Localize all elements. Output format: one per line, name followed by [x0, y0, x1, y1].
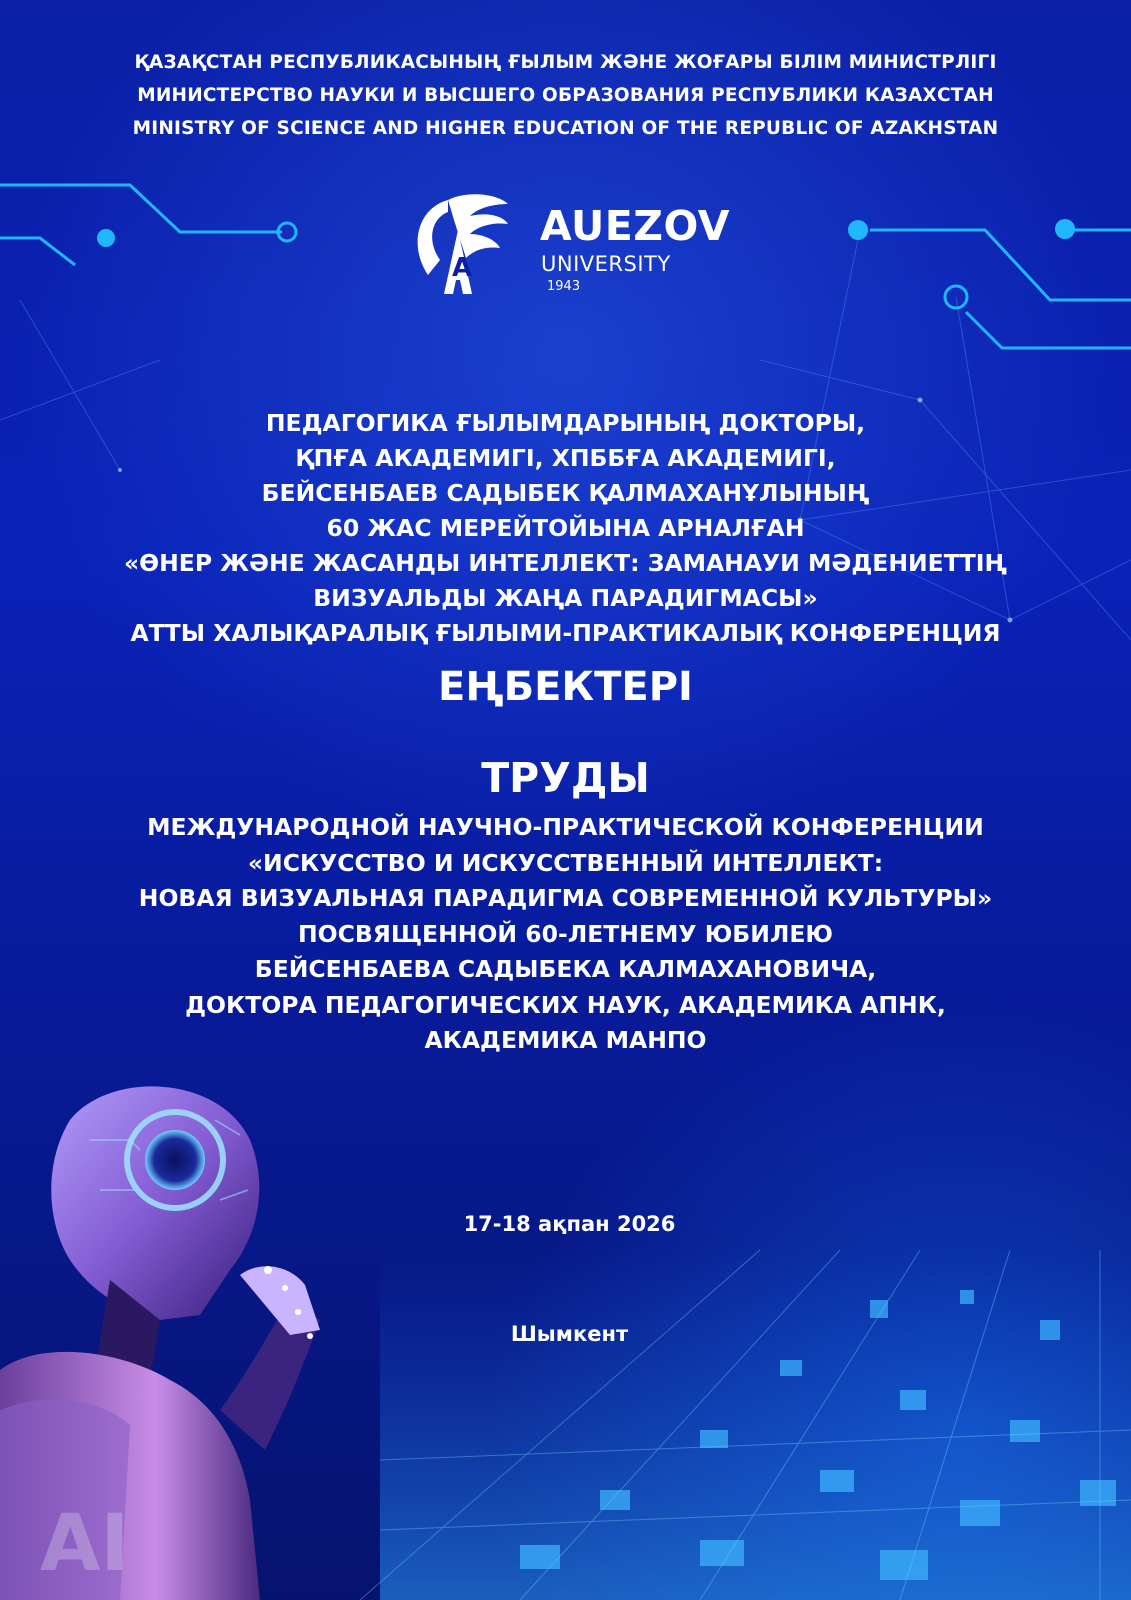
- logo-year: 1943: [547, 279, 581, 294]
- ru-line: «ИСКУССТВО И ИСКУССТВЕННЫЙ ИНТЕЛЛЕКТ:: [247, 848, 884, 877]
- logo-letter: A: [452, 253, 473, 283]
- auezov-wing-icon: [408, 190, 518, 302]
- kz-line: «ӨНЕР ЖӘНЕ ЖАСАНДЫ ИНТЕЛЛЕКТ: ЗАМАНАУИ МӘДЕНИЕТТІҢ: [123, 549, 1007, 577]
- ru-line: АКАДЕМИКА МАНПО: [424, 1026, 707, 1054]
- ru-line: МЕЖДУНАРОДНОЙ НАУЧНО-ПРАКТИЧЕСКОЙ КОНФЕРЕНЦИИ: [147, 813, 984, 841]
- conference-city: Шымкент: [510, 1322, 629, 1346]
- ru-line: ПОСВЯЩЕННОЙ 60-ЛЕТНЕМУ ЮБИЛЕЮ: [297, 919, 834, 948]
- ru-line: ДОКТОРА ПЕДАГОГИЧЕСКИХ НАУК, АКАДЕМИКА АПНК,: [185, 990, 946, 1019]
- russian-description: [40, 810, 1091, 1059]
- conference-date: 17-18 ақпан 2026: [463, 1212, 676, 1236]
- ru-line: НОВАЯ ВИЗУАЛЬНАЯ ПАРАДИГМА СОВРЕМЕННОЙ КУЛЬТУРЫ»: [138, 884, 993, 912]
- kazakh-description: [40, 406, 1091, 651]
- auezov-logo: [408, 190, 748, 302]
- kz-line: 60 ЖАС МЕРЕЙТОЙЫНА АРНАЛҒАН: [326, 514, 805, 542]
- kz-line: ҚПҒА АКАДЕМИГІ, ХПББҒА АКАДЕМИГІ,: [295, 444, 836, 472]
- ai-label: AI: [40, 1499, 130, 1589]
- ai-robot-illustration: [0, 1080, 360, 1600]
- kazakh-title: ЕҢБЕКТЕРІ: [438, 664, 693, 710]
- kz-line: ВИЗУАЛЬДЫ ЖАҢА ПАРАДИГМАСЫ»: [313, 584, 818, 612]
- logo-name: AUEZOV: [540, 202, 730, 250]
- kz-line: БЕЙСЕНБАЕВ САДЫБЕК ҚАЛМАХАНҰЛЫНЫҢ: [261, 479, 870, 507]
- ru-line: БЕЙСЕНБАЕВА САДЫБЕКА КАЛМАХАНОВИЧА,: [254, 955, 877, 983]
- logo-subtitle: UNIVERSITY: [541, 252, 671, 276]
- kz-line: ПЕДАГОГИКА ҒЫЛЫМДАРЫНЫҢ ДОКТОРЫ,: [265, 409, 866, 437]
- ministry-line-en: MINISTRY OF SCIENCE AND HIGHER EDUCATION OF THE REPUBLIC OF AZAKHSTAN: [132, 118, 999, 139]
- ministry-header: [0, 46, 1131, 145]
- ministry-line-kz: ҚАЗАҚСТАН РЕСПУБЛИКАСЫНЫҢ ҒЫЛЫМ ЖӘНЕ ЖОҒАРЫ БІЛІМ МИНИСТРЛІГІ: [134, 52, 997, 73]
- ministry-line-ru: МИНИСТЕРСТВО НАУКИ И ВЫСШЕГО ОБРАЗОВАНИЯ РЕСПУБЛИКИ КАЗАХСТАН: [137, 85, 994, 106]
- russian-title: ТРУДЫ: [481, 754, 650, 802]
- kz-line: АТТЫ ХАЛЫҚАРАЛЫҚ ҒЫЛЫМИ-ПРАКТИКАЛЫҚ КОНФЕРЕНЦИЯ: [130, 619, 1001, 647]
